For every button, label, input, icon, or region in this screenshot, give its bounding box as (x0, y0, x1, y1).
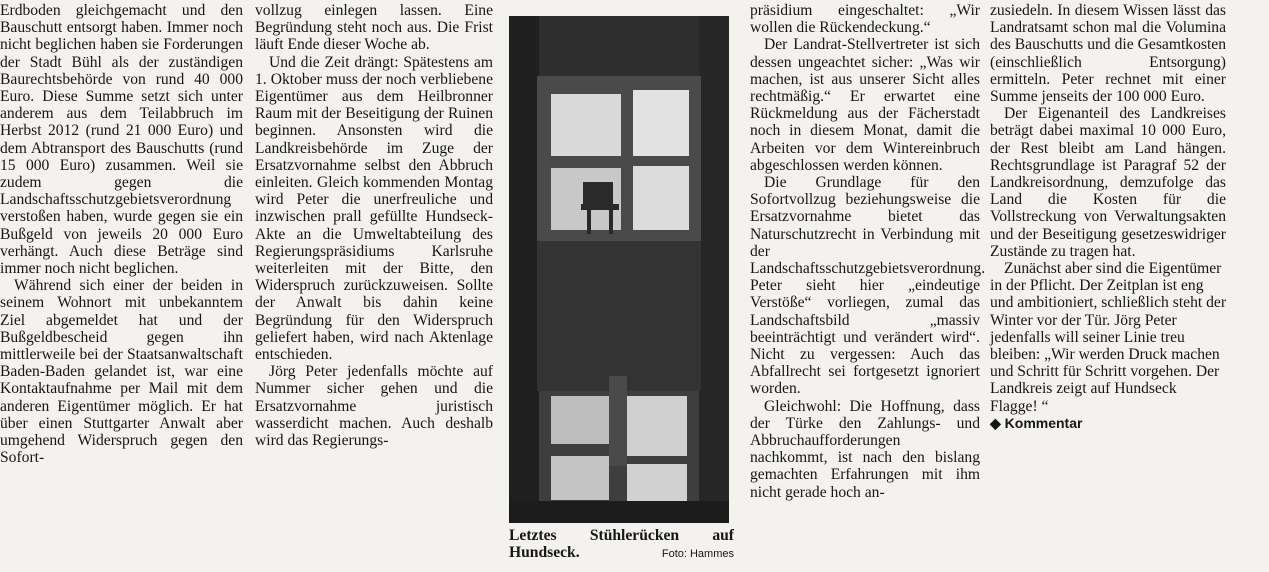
paragraph: vollzug einlegen lassen. Eine Begründung steht noch aus. Die Frist läuft Ende dieser Woche ab. (255, 2, 493, 54)
paragraph: Während sich einer der beiden in seinem Wohnort mit unbekanntem Ziel abgemeldet hat und der Bußgeldbescheid gegen ihn mittlerweile bei der Staatsanwaltschaft Baden-Baden gelandet ist, war eine Kontaktaufnahme per Mail mit dem anderen Eigentümer möglich. Er hat über einen Stuttgarter Anwalt aber umgehend Widerspruch gegen den Sofort- (0, 277, 243, 467)
ruin-window-photo (509, 16, 729, 523)
paragraph: Jörg Peter jedenfalls möchte auf Nummer sicher gehen und die Ersatzvornahme juristisch wasserdicht machen. Auch deshalb wird das Regierungs- (255, 363, 493, 450)
photo-credit: Foto: Hammes (661, 548, 734, 561)
caption-word: auf (712, 527, 734, 544)
paragraph: präsidium eingeschaltet: „Wir wollen die Rückendeckung.“ (750, 2, 980, 37)
article-column-2 (255, 2, 493, 449)
caption-word: Stühlerücken (589, 527, 680, 544)
paragraph: Der Landrat-Stellvertreter ist sich dessen ungeachtet sicher: „Was wir machen, ist aus unserer Sicht alles rechtmäßig.“ Er erwartet eine Rückmeldung aus der Fächerstadt noch in diesem Monat, damit die Arbeiten vor dem Wintereinbruch abgeschlossen werden können. (750, 36, 980, 174)
article-column-4 (990, 2, 1226, 432)
window-image (509, 16, 729, 523)
kommentar-line (990, 415, 1226, 432)
photo-caption (509, 527, 734, 563)
paragraph: Gleichwohl: Die Hoffnung, dass der Türke den Zahlungs- und Abbruchaufforderungen nachkommt, ist nach den bislang gemachten Erfahrungen mit ihm nicht gerade hoch an- (750, 397, 980, 501)
kommentar-link[interactable]: ◆ Kommentar (990, 414, 1083, 431)
article-column-1 (0, 2, 243, 466)
article-column-3 (750, 2, 986, 501)
caption-location: Hundseck. (509, 544, 580, 562)
paragraph: Zunächst aber sind die Eigentümer in der Pflicht. Der Zeitplan ist eng und ambitioniert, schließlich steht der Winter vor der Tür. Jörg Peter jedenfalls will seiner Linie treu bleiben: „Wir werden Druck machen und Schritt für Schritt vorgehen. Der Landkreis zeigt auf Hundseck Flagge! “ (990, 260, 1227, 415)
article-photo (509, 16, 729, 523)
paragraph: zusiedeln. In diesem Wissen lässt das Landratsamt schon mal die Volumina des Bauschutts und die Gesamtkosten (einschließlich Entsorgung) ermitteln. Peter rechnet mit einer Summe jenseits der 100 000 Euro. (990, 2, 1226, 106)
caption-word: Letztes (509, 527, 557, 544)
paragraph: Erdboden gleichgemacht und den Bauschutt entsorgt haben. Immer noch nicht beglichen haben sie Forderungen der Stadt Bühl als der zuständigen Baurechtsbehörde von rund 40 000 Euro. Diese Summe setzt sich unter anderem aus dem Teilabbruch im Herbst 2012 (rund 21 000 Euro) und dem Abtransport des Bauschutts (rund 15 000 Euro) zusammen. Weil sie zudem gegen die Landschaftsschutzgebietsverordnung verstoßen haben, wurde gegen sie ein Bußgeld von jeweils 20 000 Euro verhängt. Auch diese Beträge sind immer noch nicht beglichen. (0, 2, 243, 278)
paragraph: Und die Zeit drängt: Spätestens am 1. Oktober muss der noch verbliebene Eigentümer aus dem Heilbronner Raum mit der Beseitigung der Ruinen beginnen. Ansonsten wird die Landkreisbehörde im Zuge der Ersatzvornahme selbst den Abbruch einleiten. Gleich kommenden Montag wird Peter die unerfreuliche und inzwischen prall gefüllte Hundseck-Akte an die Umweltabteilung des Regierungspräsidiums Karlsruhe weiterleiten mit der Bitte, den Widerspruch zurückzuweisen. Sollte der Anwalt bis dahin keine Begründung für den Widerspruch geliefert haben, wird nach Aktenlage entschieden. (255, 53, 493, 364)
paragraph: Der Eigenanteil des Landkreises beträgt dabei maximal 10 000 Euro, der Rest bleibt am Land hängen. Rechtsgrundlage ist Paragraf 52 der Landkreisordnung, demzufolge das Land die Kosten für die Vollstreckung von Verwaltungsakten und der Beseitigung gesetzeswidriger Zustände zu tragen hat. (990, 105, 1226, 260)
paragraph: Die Grundlage für den Sofortvollzug beziehungsweise die Ersatzvornahme bietet das Naturschutzrecht in Verbindung mit der Landschaftsschutzgebietsverordnung. Peter sieht hier „eindeutige Verstöße“ vorliegen, zumal das Landschaftsbild „massiv beeinträchtigt und verändert wird“. Nicht zu vergessen: Auch das Abfallrecht sei fortgesetzt ignoriert worden. (750, 174, 986, 398)
